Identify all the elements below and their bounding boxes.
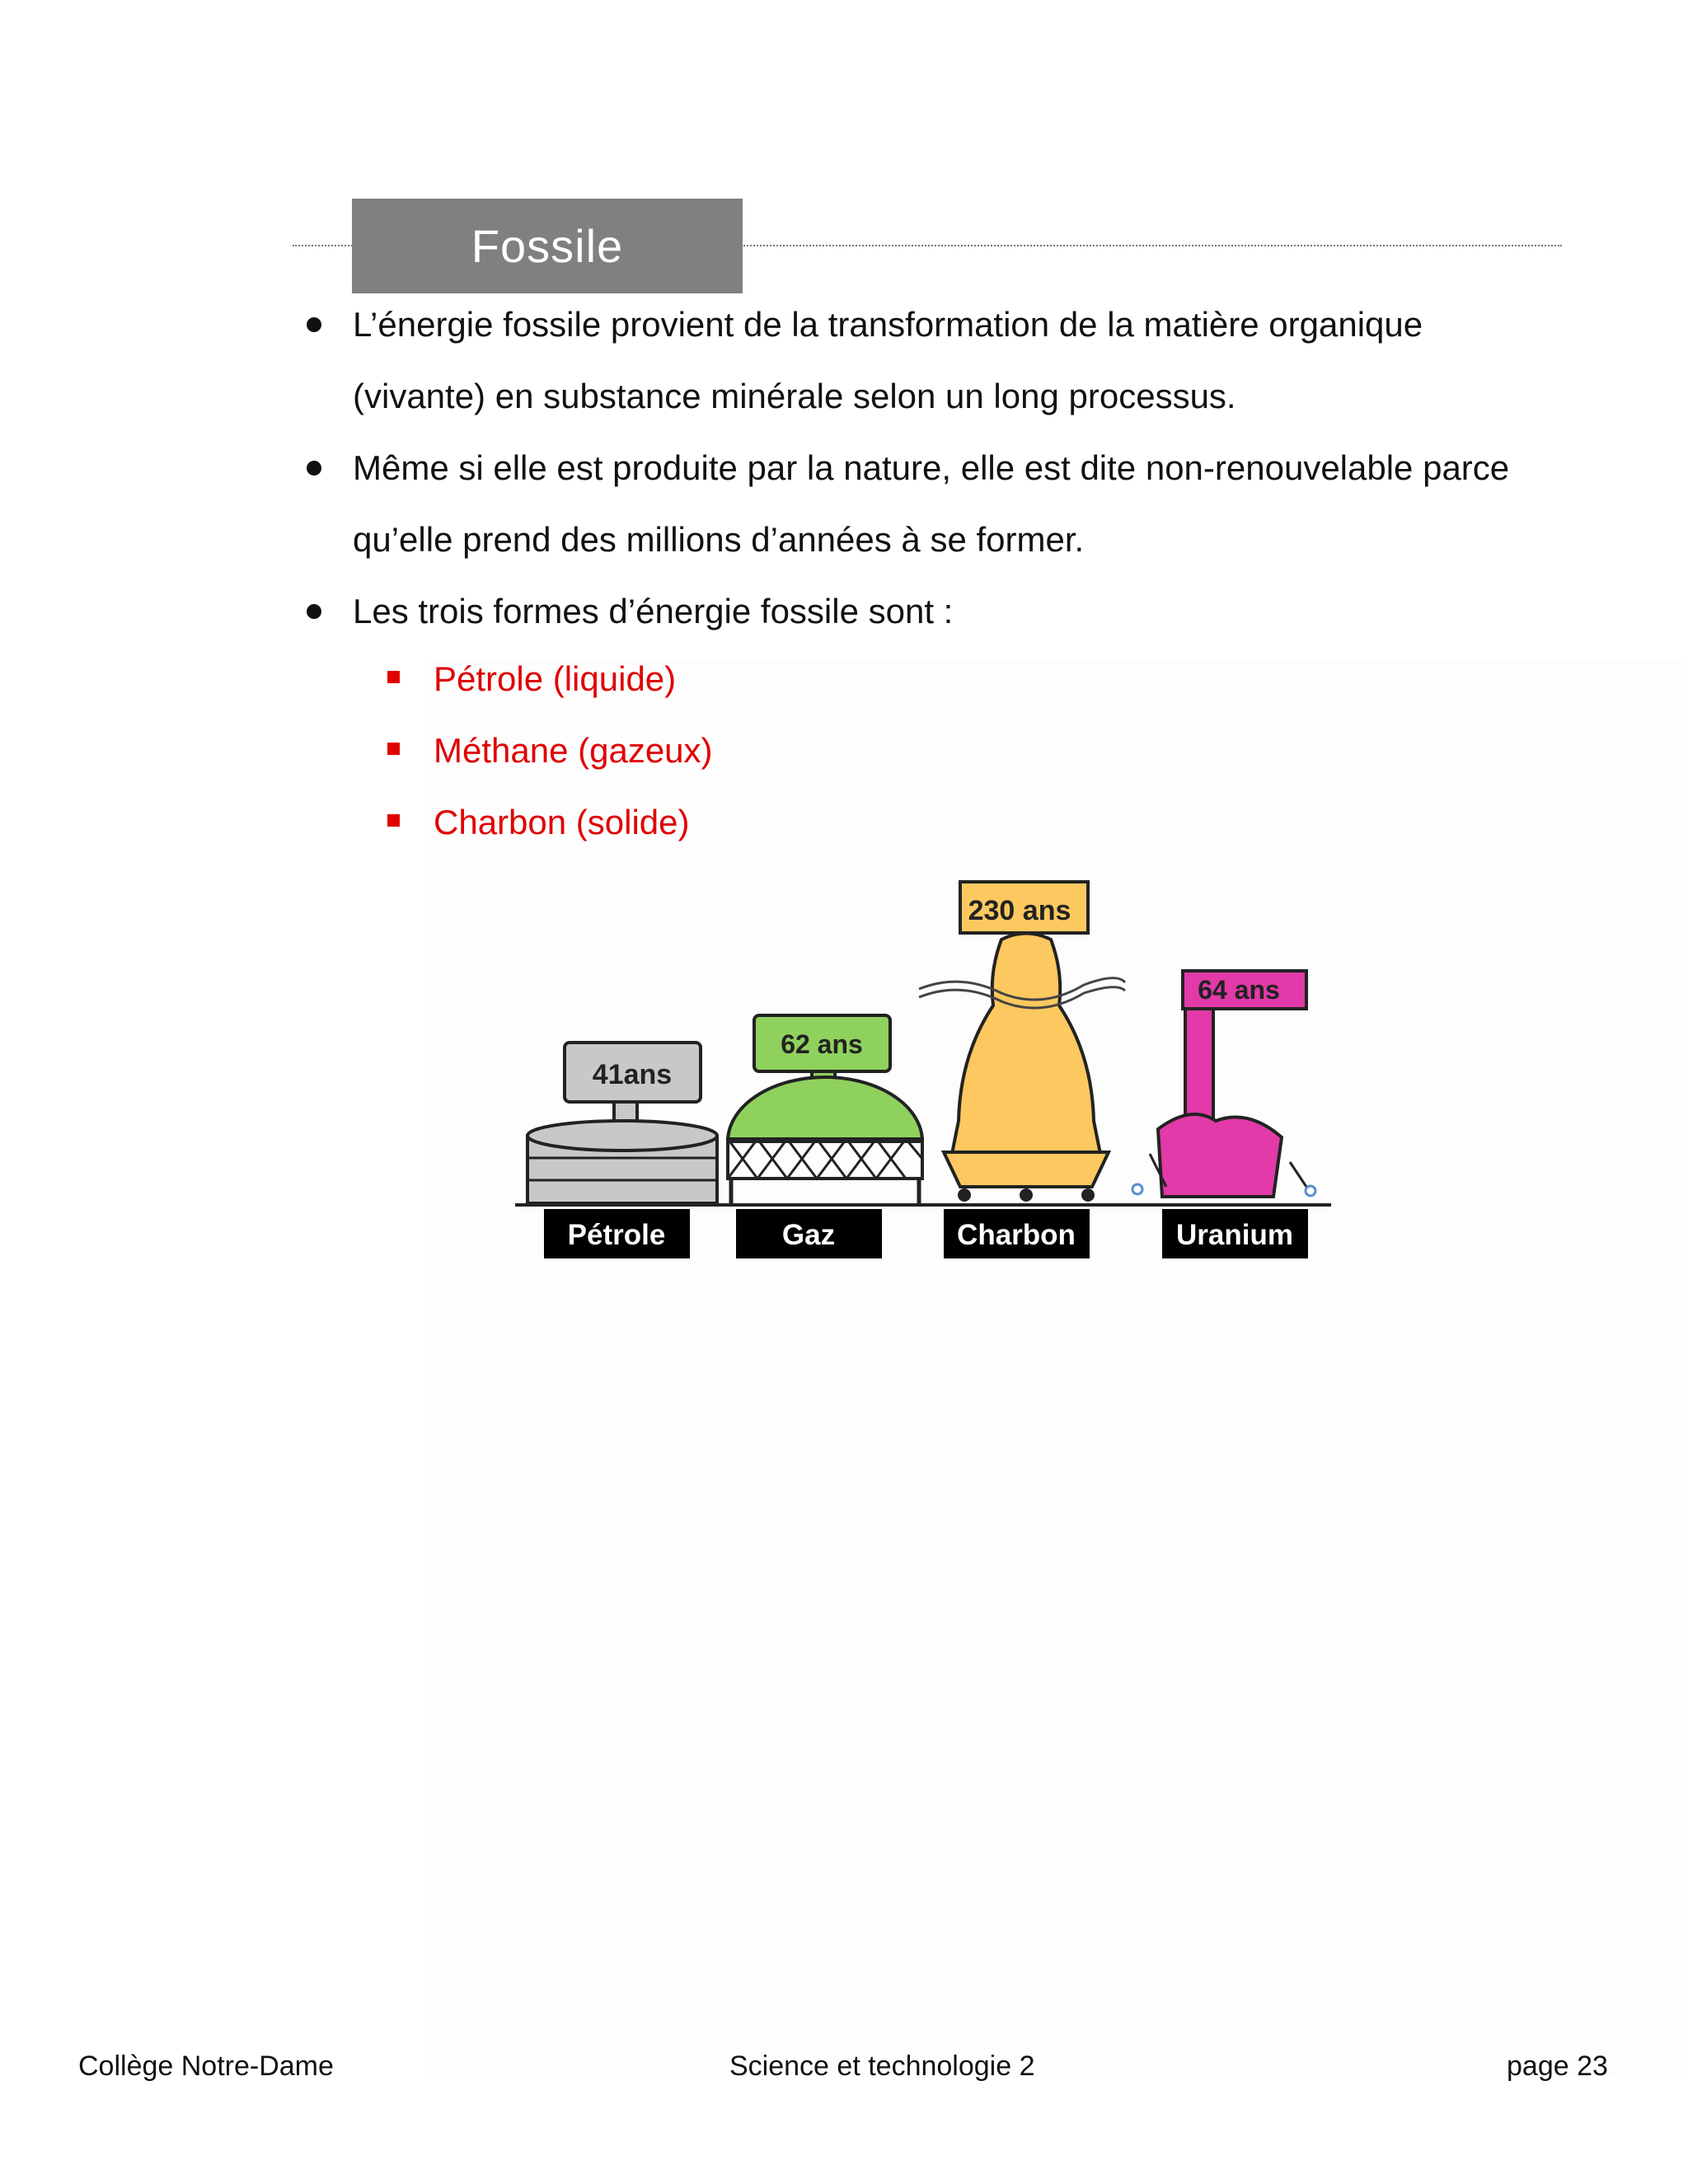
form-item (297, 643, 1582, 715)
bullet-dot-icon (307, 317, 321, 332)
bullet-list (297, 288, 1582, 647)
form-item (297, 715, 1582, 786)
bullet-line: L’énergie fossile provient de la transformation de la matière organique (353, 305, 1423, 344)
square-bullet-icon (387, 743, 400, 755)
bullet-line: qu’elle prend des millions d’années à se former. (353, 520, 1085, 559)
fossil-energy-illustration (424, 659, 1681, 2077)
footer-page-number: page 23 (1507, 2050, 1608, 2082)
square-bullet-icon (387, 671, 400, 683)
form-item (297, 786, 1582, 858)
fossil-forms-list (297, 643, 1582, 858)
charbon-label-box (944, 1209, 1090, 1258)
bullet-dot-icon (307, 604, 321, 619)
charbon-label: Charbon (957, 1219, 1076, 1251)
petrole-label-box (544, 1209, 690, 1258)
section-title: Fossile (352, 199, 743, 293)
petrole-label: Pétrole (567, 1219, 666, 1251)
reserves-drawing (424, 659, 1681, 2077)
uranium-label-box (1162, 1209, 1308, 1258)
bullet-line: (vivante) en substance minérale selon un long processus. (353, 377, 1236, 415)
gaz-years: 62 ans (781, 1029, 863, 1059)
bullet-item (297, 432, 1582, 575)
footer-course: Science et technologie 2 (729, 2050, 1035, 2082)
form-label: Charbon (solide) (434, 803, 690, 841)
bullet-line: Les trois formes d’énergie fossile sont : (353, 592, 954, 630)
gaz-label: Gaz (781, 1219, 836, 1251)
uranium-label: Uranium (1176, 1219, 1293, 1251)
petrole-years: 41ans (592, 1059, 673, 1090)
bullet-line: Même si elle est produite par la nature, elle est dite non-renouvelable parce (353, 448, 1510, 487)
gaz-label-box (736, 1209, 882, 1258)
square-bullet-icon (387, 814, 400, 827)
uranium-years: 64 ans (1198, 975, 1280, 1005)
bullet-item (297, 575, 1582, 647)
charbon-pile-icon (919, 882, 1125, 1202)
bullet-item (297, 288, 1582, 432)
form-label: Pétrole (liquide) (434, 659, 677, 698)
charbon-years: 230 ans (968, 895, 1071, 926)
uranium-container-icon (1132, 971, 1315, 1197)
form-label: Méthane (gazeux) (434, 731, 713, 770)
bullet-dot-icon (307, 461, 321, 476)
footer-school: Collège Notre-Dame (78, 2050, 334, 2082)
